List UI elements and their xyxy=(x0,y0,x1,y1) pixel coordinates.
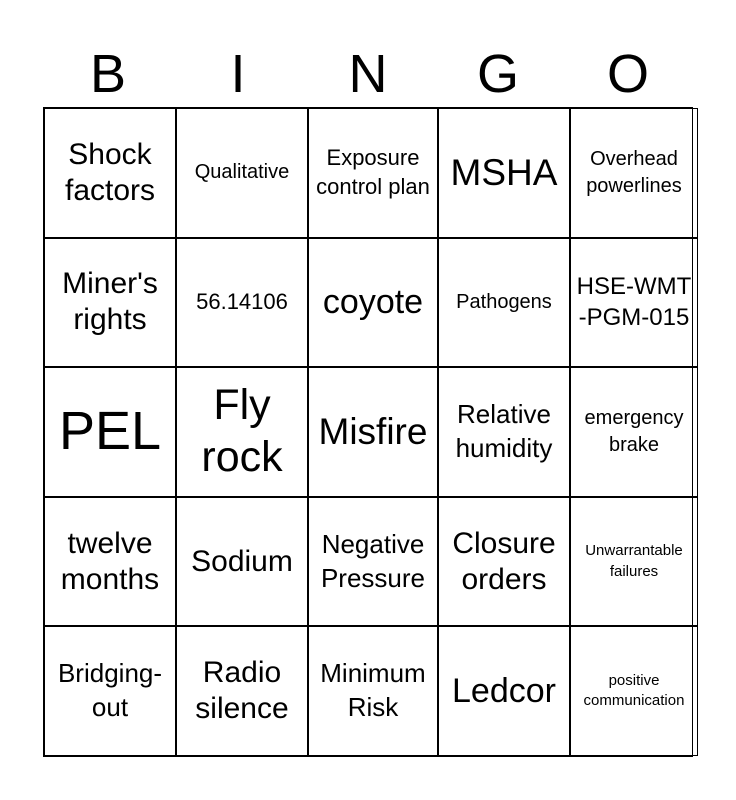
cell-text: Unwarrantable failures xyxy=(585,542,683,580)
cell-text: emergency brake xyxy=(584,406,684,456)
bingo-cell-r4c2[interactable] xyxy=(176,497,308,627)
bingo-cell-r5c3[interactable] xyxy=(308,626,438,756)
bingo-cell-r1c5[interactable] xyxy=(570,108,698,238)
bingo-cell-r4c4[interactable] xyxy=(438,497,570,627)
cell-text: MSHA xyxy=(450,151,558,193)
cell-text: Pathogens xyxy=(456,290,552,313)
cell-text: Relative humidity xyxy=(455,399,553,463)
bingo-cell-r5c1[interactable] xyxy=(44,626,176,756)
bingo-cell-r3c4[interactable] xyxy=(438,367,570,497)
bingo-cell-r2c1[interactable] xyxy=(44,238,176,368)
cell-text: Miner's rights xyxy=(62,267,158,337)
bingo-board xyxy=(43,107,693,757)
cell-text: Closure orders xyxy=(452,526,556,596)
cell-text: twelve months xyxy=(60,526,160,596)
bingo-cell-r5c4[interactable] xyxy=(438,626,570,756)
cell-text: Shock factors xyxy=(64,137,156,207)
bingo-cell-r2c2[interactable] xyxy=(176,238,308,368)
bingo-cell-r3c5[interactable] xyxy=(570,367,698,497)
bingo-header xyxy=(43,40,693,108)
bingo-cell-r2c4[interactable] xyxy=(438,238,570,368)
bingo-cell-r4c1[interactable] xyxy=(44,497,176,627)
header-letter-g: G xyxy=(476,44,519,104)
cell-text: HSE-WMT-PGM-015 xyxy=(576,273,692,332)
bingo-cell-r1c4[interactable] xyxy=(438,108,570,238)
cell-text: coyote xyxy=(322,283,424,322)
bingo-cell-r4c5[interactable] xyxy=(570,497,698,627)
bingo-cell-r1c1[interactable] xyxy=(44,108,176,238)
cell-text: Radio silence xyxy=(195,656,289,726)
cell-text: Ledcor xyxy=(452,671,556,710)
bingo-cell-r5c5[interactable] xyxy=(570,626,698,756)
header-letter-o: O xyxy=(606,44,649,104)
bingo-cell-r4c3[interactable] xyxy=(308,497,438,627)
cell-text: Exposure control plan xyxy=(316,145,430,199)
cell-text: Misfire xyxy=(318,410,428,452)
bingo-cell-r3c1[interactable] xyxy=(44,367,176,497)
cell-text: 56.14106 xyxy=(196,289,288,315)
cell-text: Minimum Risk xyxy=(320,658,426,723)
bingo-cell-r1c2[interactable] xyxy=(176,108,308,238)
cell-text: Negative Pressure xyxy=(320,528,426,593)
bingo-cell-r5c2[interactable] xyxy=(176,626,308,756)
cell-text: Overhead powerlines xyxy=(586,147,682,197)
bingo-cell-r3c3[interactable] xyxy=(308,367,438,497)
cell-text: positive communication xyxy=(583,671,685,710)
cell-text: Bridging-out xyxy=(57,658,163,723)
cell-text: PEL xyxy=(58,401,162,462)
bingo-cell-r3c2[interactable] xyxy=(176,367,308,497)
bingo-cell-r2c3[interactable] xyxy=(308,238,438,368)
header-letter-i: I xyxy=(230,44,246,104)
header-letter-b: B xyxy=(89,44,127,104)
bingo-cell-r1c3[interactable] xyxy=(308,108,438,238)
cell-text: Fly rock xyxy=(201,381,283,481)
bingo-cell-r2c5[interactable] xyxy=(570,238,698,368)
header-letter-n: N xyxy=(348,44,388,104)
cell-text: Sodium xyxy=(191,544,293,578)
cell-text: Qualitative xyxy=(194,161,290,184)
